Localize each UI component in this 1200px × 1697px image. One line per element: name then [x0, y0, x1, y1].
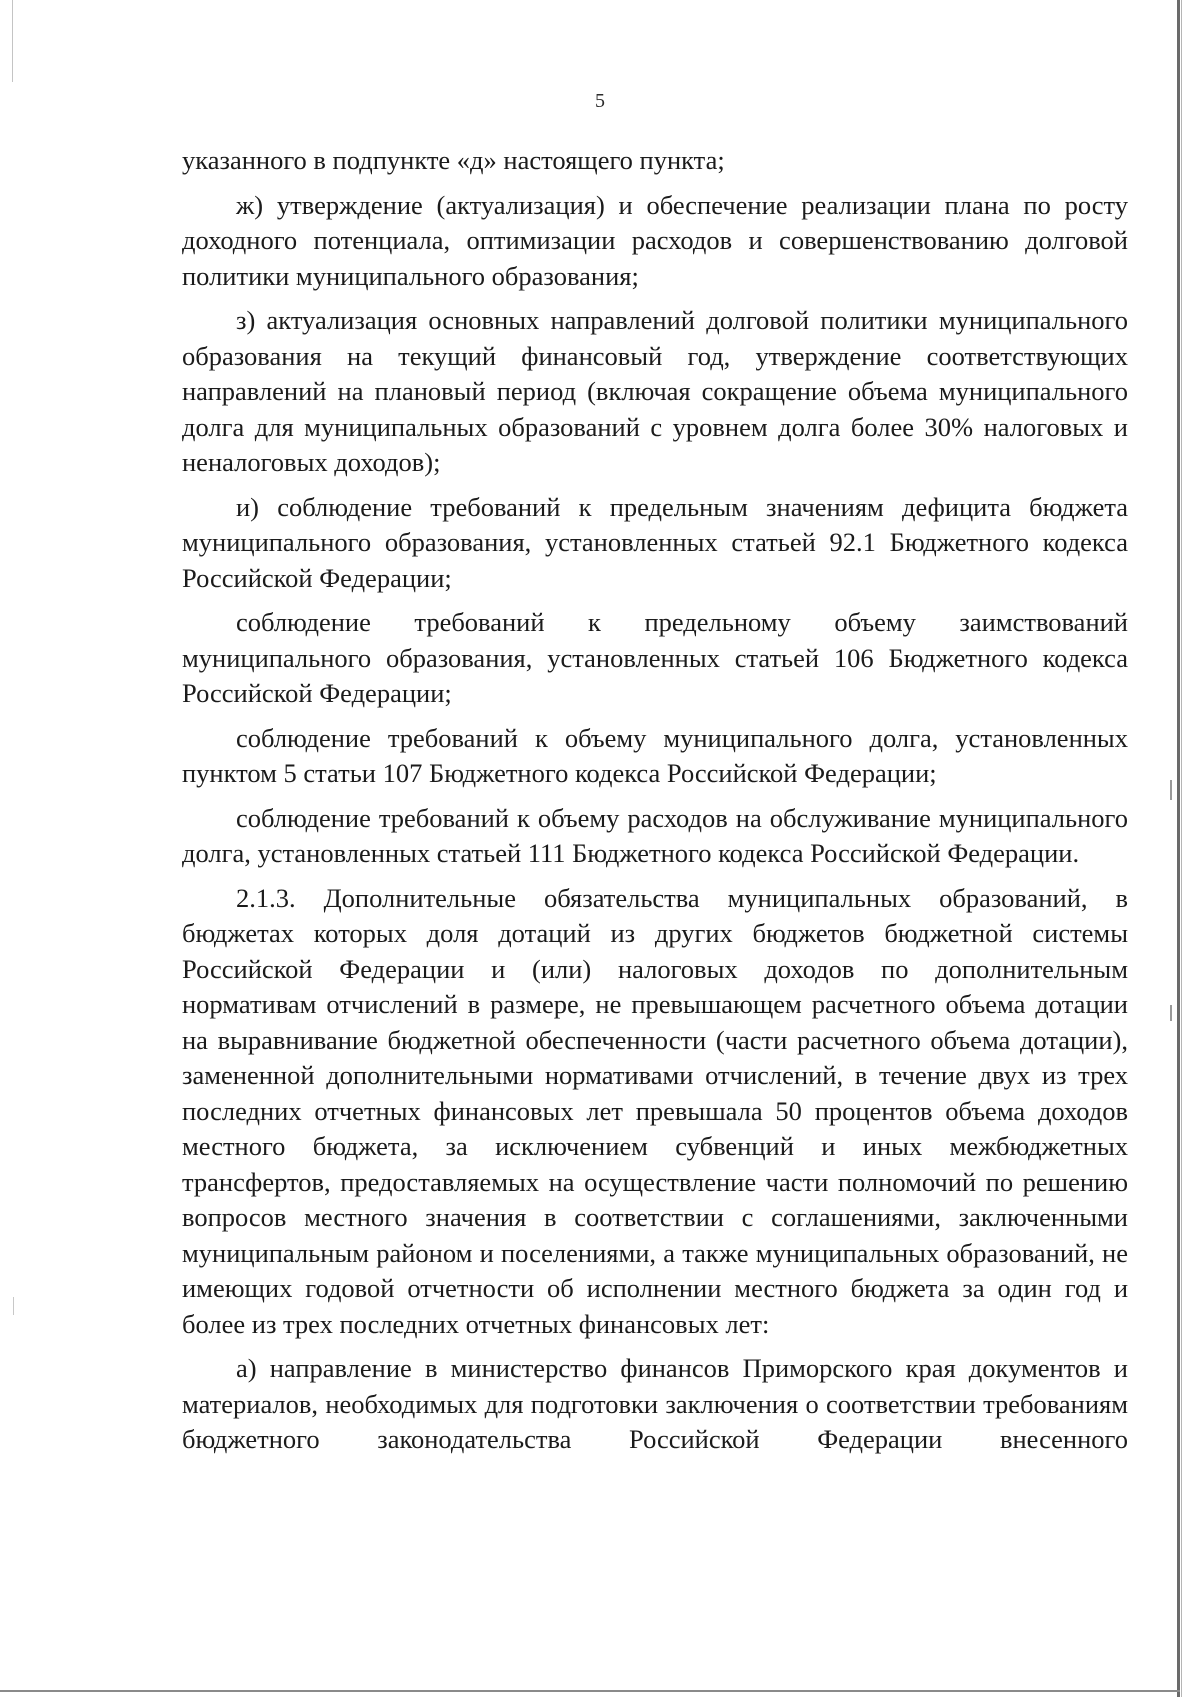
scan-page-edge-right [1177, 0, 1180, 1697]
paragraph-debt-volume: соблюдение требований к объему муниципального долга, установленных пунктом 5 статьи 107 Бюджетного кодекса Российской Федерации; [182, 722, 1128, 788]
paragraph-debt-service: соблюдение требований к объему расходов на обслуживание муниципального долга, установленных статьей 111 Бюджетного кодекса Российской Федерации. [182, 802, 1128, 868]
document-body [182, 143, 1128, 1467]
paragraph-item-zh: ж) утверждение (актуализация) и обеспечение реализации плана по росту доходного потенциала, оптимизации расходов и совершенствованию долговой политики муниципального образования; [182, 189, 1128, 291]
paragraph-item-z: з) актуализация основных направлений долговой политики муниципального образования на текущий финансовый год, утверждение соответствующих направлений на плановый период (включая сокращение объема муниципального долга для муниципальных образований с уровнем долга более 30% налоговых и неналоговых доходов); [182, 305, 1128, 477]
paragraph-continuation: указанного в подпункте «д» настоящего пункта; [182, 145, 725, 175]
scan-edge-mark [1170, 1005, 1172, 1021]
paragraph-section-2-1-3: 2.1.3. Дополнительные обязательства муниципальных образований, в бюджетах которых доля дотаций из других бюджетов бюджетной системы Российской Федерации и (или) налоговых доходов по дополнительным нормативам отчислений в размере, не превышающем расчетного объема дотации на выравнивание бюджетной обеспеченности (части расчетного объема дотации), замененной дополнительными нормативами отчислений, в течение двух из трех последних отчетных финансовых лет превышала 50 процентов объема доходов местного бюджета, за исключением субвенций и иных межбюджетных трансфертов, предоставляемых на осуществление части полномочий по решению вопросов местного значения в соответствии с соглашениями, заключенными муниципальным районом и поселениями, а также муниципальных образований, не имеющих годовой отчетности об исполнении местного бюджета за один год и более из трех последних отчетных финансовых лет: [182, 882, 1128, 1339]
scan-edge-mark [1170, 780, 1172, 800]
paragraph-borrowing-limit: соблюдение требований к предельному объему заимствований муниципального образования, установленных статьей 106 Бюджетного кодекса Российской Федерации; [182, 607, 1128, 708]
paragraph-item-a: а) направление в министерство финансов Приморского края документов и материалов, необходимых для подготовки заключения о соответствии требованиям бюджетного законодательства Российской Федерации внесенного [182, 1353, 1128, 1454]
scan-page-edge-bottom [0, 1690, 1180, 1692]
scan-page-edge-right-inner [1181, 0, 1182, 1697]
paragraph-item-i: и) соблюдение требований к предельным значениям дефицита бюджета муниципального образования, установленных статьей 92.1 Бюджетного кодекса Российской Федерации; [182, 491, 1128, 593]
scan-edge-mark [12, 0, 13, 82]
page-number: 5 [595, 90, 605, 112]
scan-edge-mark [13, 1297, 14, 1315]
